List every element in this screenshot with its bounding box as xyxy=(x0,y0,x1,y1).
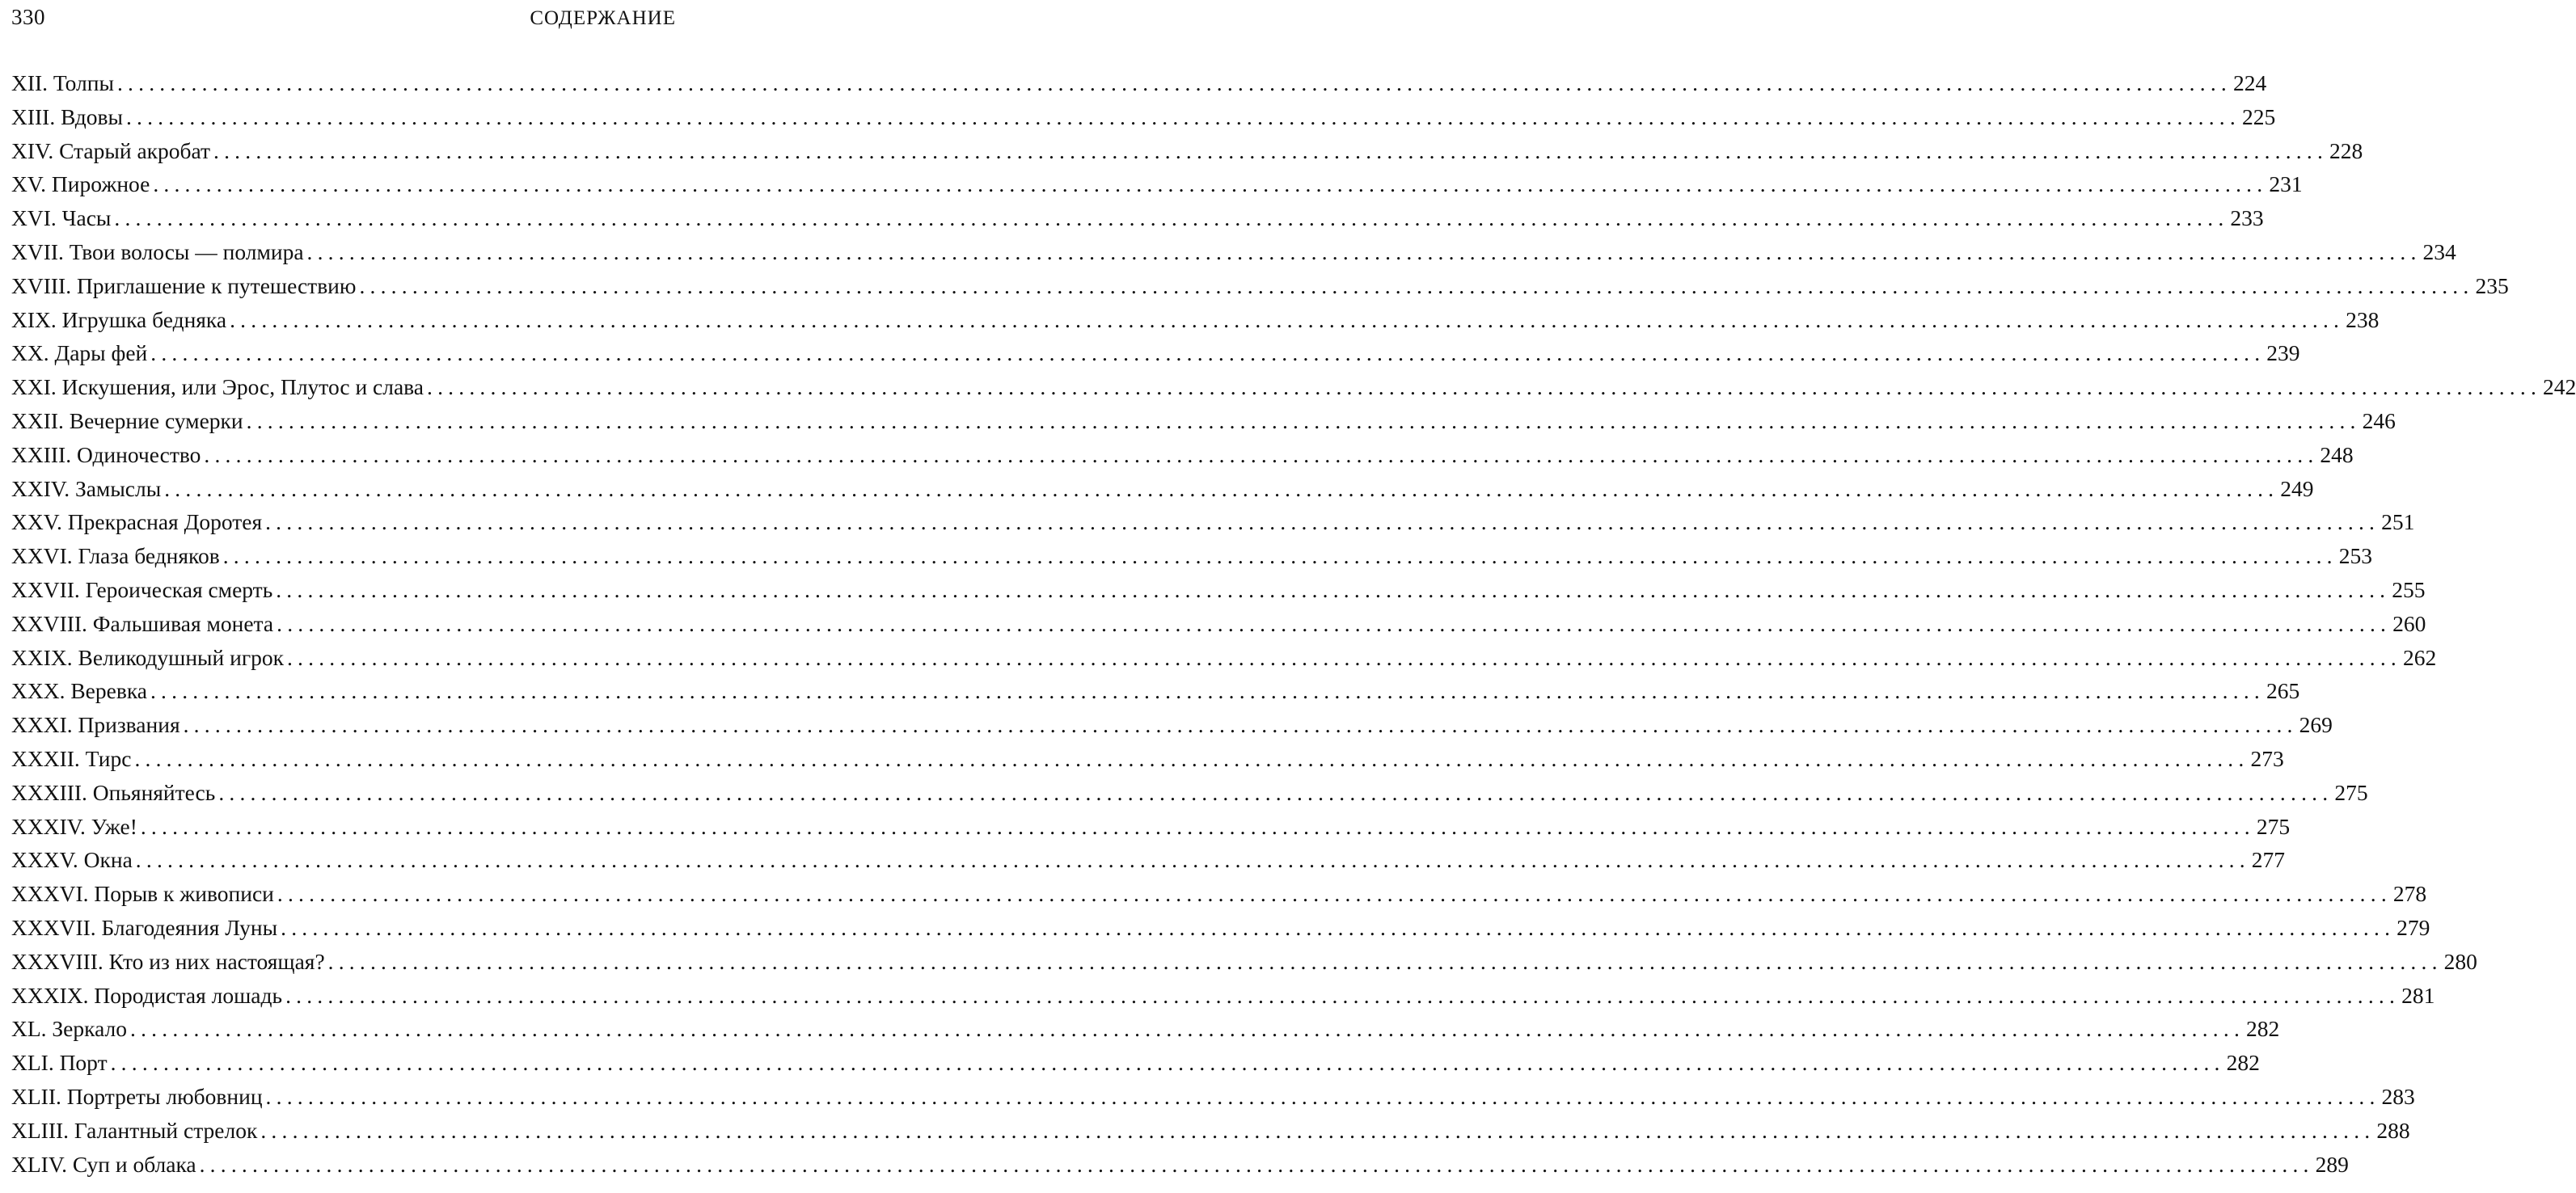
toc-entry xyxy=(11,167,2303,201)
dot-leader: ........................................................................................................................................................................................................ xyxy=(286,644,2401,670)
running-title: СОДЕРЖАНИЕ xyxy=(530,7,676,29)
toc-entry-page: 282 xyxy=(2226,1050,2260,1076)
dot-leader: ........................................................................................................................................................................................................ xyxy=(130,1016,2245,1042)
dot-leader: ........................................................................................................................................................................................................ xyxy=(359,272,2474,298)
toc-entry-title: XL. Зеркало xyxy=(11,1016,128,1042)
dot-leader: ........................................................................................................................................................................................................ xyxy=(140,813,2255,839)
dot-leader: ........................................................................................................................................................................................................ xyxy=(260,1117,2375,1143)
dot-leader: ........................................................................................................................................................................................................ xyxy=(281,914,2396,940)
toc-entry-page: 275 xyxy=(2334,779,2368,805)
dot-leader: ........................................................................................................................................................................................................ xyxy=(246,407,2361,433)
dot-leader: ........................................................................................................................................................................................................ xyxy=(125,103,2240,129)
toc-entry-page: 231 xyxy=(2269,171,2303,197)
toc-entry-page: 246 xyxy=(2362,407,2396,433)
dot-leader: ........................................................................................................................................................................................................ xyxy=(150,340,2266,366)
toc-entry-page: 288 xyxy=(2376,1117,2410,1143)
dot-leader: ........................................................................................................................................................................................................ xyxy=(265,1083,2380,1109)
toc-entry xyxy=(11,1114,2410,1148)
toc-entry-title: XXII. Вечерние сумерки xyxy=(11,407,243,433)
toc-entry-title: XXVI. Глаза бедняков xyxy=(11,543,220,569)
dot-leader: ........................................................................................................................................................................................................ xyxy=(164,475,2279,501)
toc-entry xyxy=(11,776,2368,810)
toc-entry-page: 273 xyxy=(2250,745,2284,771)
toc-entry-title: XIV. Старый акробат xyxy=(11,137,211,163)
toc-entry-title: XIX. Игрушка бедняка xyxy=(11,306,227,332)
dot-leader: ........................................................................................................................................................................................................ xyxy=(150,678,2265,704)
toc-entry xyxy=(11,674,2300,708)
toc-entry-title: XV. Пирожное xyxy=(11,171,150,197)
toc-entry xyxy=(11,945,2477,979)
dot-leader: ........................................................................................................................................................................................................ xyxy=(204,441,2319,467)
toc-entry xyxy=(11,742,2284,776)
toc-entry xyxy=(11,1012,2280,1046)
toc-entry-page: 278 xyxy=(2392,881,2427,907)
toc-entry xyxy=(11,641,2437,675)
dot-leader: ........................................................................................................................................................................................................ xyxy=(135,847,2250,873)
toc-entry-title: XXXVIII. Кто из них настоящая? xyxy=(11,948,325,974)
toc-entry-page: 280 xyxy=(2443,948,2477,974)
toc-entry-title: XVI. Часы xyxy=(11,205,112,231)
toc-entry xyxy=(11,134,2363,168)
dot-leader: ........................................................................................................................................................................................................ xyxy=(277,610,2392,636)
toc-entry xyxy=(11,100,2276,134)
toc-entry-title: XLIV. Суп и облака xyxy=(11,1151,196,1177)
toc-entry-page: 251 xyxy=(2381,509,2415,535)
dot-leader: ........................................................................................................................................................................................................ xyxy=(306,238,2422,264)
toc-entry-title: XXXII. Тирс xyxy=(11,745,132,771)
toc-entry-title: XVIII. Приглашение к путешествию xyxy=(11,272,357,298)
toc-entry-title: XXIX. Великодушный игрок xyxy=(11,644,284,670)
toc-entry xyxy=(11,877,2427,911)
toc-entry xyxy=(11,66,2267,100)
toc-entry-title: XXXV. Окна xyxy=(11,847,133,873)
toc-entry-title: XXXIII. Опьяняйтесь xyxy=(11,779,216,805)
toc-entry-title: XIII. Вдовы xyxy=(11,103,123,129)
toc-entry-page: 281 xyxy=(2401,982,2435,1008)
toc-entry-title: XXXVI. Порыв к живописи xyxy=(11,881,274,907)
toc-entry-page: 248 xyxy=(2320,441,2354,467)
toc-entry-title: XXVII. Героическая смерть xyxy=(11,576,273,602)
toc-entry xyxy=(11,505,2415,539)
toc-entry-title: XLI. Порт xyxy=(11,1050,108,1076)
toc-entry-page: 235 xyxy=(2475,272,2509,298)
toc-entry xyxy=(11,1080,2415,1114)
toc-entry-page: 239 xyxy=(2266,340,2300,366)
toc-entry-page: 253 xyxy=(2338,543,2372,569)
toc-entry-title: XVII. Твои волосы — полмира xyxy=(11,238,304,264)
toc-entry-page: 242 xyxy=(2543,374,2576,400)
toc-entry xyxy=(11,303,2380,337)
toc-entry-title: XXX. Веревка xyxy=(11,678,147,704)
dot-leader: ........................................................................................................................................................................................................ xyxy=(116,70,2232,95)
toc-entry-page: 255 xyxy=(2392,576,2426,602)
toc-entry-page: 283 xyxy=(2381,1083,2415,1109)
dot-leader: ........................................................................................................................................................................................................ xyxy=(285,982,2401,1008)
toc-entry-title: XLIII. Галантный стрелок xyxy=(11,1117,258,1143)
toc-entry xyxy=(11,201,2264,235)
toc-entry xyxy=(11,370,2576,404)
toc-entry-page: 269 xyxy=(2299,712,2333,738)
toc-entry-title: XXXVII. Благодеяния Луны xyxy=(11,914,278,940)
toc-entry-title: XX. Дары фей xyxy=(11,340,148,366)
toc-entry-title: XXXIX. Породистая лошадь xyxy=(11,982,283,1008)
toc-entry-page: 275 xyxy=(2256,813,2291,839)
toc-entry xyxy=(11,438,2354,472)
dot-leader: ........................................................................................................................................................................................................ xyxy=(218,779,2333,805)
toc-entry-page: 289 xyxy=(2315,1151,2349,1177)
toc-entry-title: XXIV. Замыслы xyxy=(11,475,162,501)
toc-entry-page: 233 xyxy=(2230,205,2264,231)
toc-entry-title: XXXI. Призвания xyxy=(11,712,180,738)
dot-leader: ........................................................................................................................................................................................................ xyxy=(114,205,2229,231)
toc-entry-page: 228 xyxy=(2329,137,2363,163)
toc-entry-title: XII. Толпы xyxy=(11,70,114,95)
toc-entry-page: 249 xyxy=(2280,475,2314,501)
dot-leader: ........................................................................................................................................................................................................ xyxy=(277,881,2392,907)
dot-leader: ........................................................................................................................................................................................................ xyxy=(230,306,2345,332)
toc-entry xyxy=(11,336,2300,370)
toc-entry-page: 265 xyxy=(2266,678,2300,704)
toc-entry-title: XXXIV. Уже! xyxy=(11,813,137,839)
toc-entry-page: 238 xyxy=(2346,306,2380,332)
toc-entry xyxy=(11,708,2333,742)
toc-entry xyxy=(11,810,2291,844)
dot-leader: ........................................................................................................................................................................................................ xyxy=(222,543,2337,569)
dot-leader: ........................................................................................................................................................................................................ xyxy=(276,576,2391,602)
toc-entry xyxy=(11,539,2372,573)
dot-leader: ........................................................................................................................................................................................................ xyxy=(134,745,2249,771)
toc-entry-page: 277 xyxy=(2251,847,2286,873)
dot-leader: ........................................................................................................................................................................................................ xyxy=(327,948,2443,974)
toc-entry-title: XLII. Портреты любовниц xyxy=(11,1083,263,1109)
toc-entry xyxy=(11,269,2509,303)
dot-leader: ........................................................................................................................................................................................................ xyxy=(265,509,2380,535)
dot-leader: ........................................................................................................................................................................................................ xyxy=(183,712,2298,738)
toc-entry-title: XXI. Искушения, или Эрос, Плутос и слава xyxy=(11,374,424,400)
toc-entry xyxy=(11,573,2426,607)
toc-entry xyxy=(11,911,2430,945)
toc-entry-title: XXIII. Одиночество xyxy=(11,441,201,467)
toc-entry xyxy=(11,235,2456,269)
dot-leader: ........................................................................................................................................................................................................ xyxy=(427,374,2542,400)
toc-entry-page: 282 xyxy=(2246,1016,2280,1042)
toc-entry xyxy=(11,1046,2260,1080)
toc-entry xyxy=(11,979,2435,1013)
toc-entry-page: 234 xyxy=(2422,238,2456,264)
toc-entry xyxy=(11,843,2286,877)
toc-entry xyxy=(11,1148,2349,1182)
dot-leader: ........................................................................................................................................................................................................ xyxy=(110,1050,2225,1076)
toc-entry xyxy=(11,404,2396,438)
toc-entry-title: XXV. Прекрасная Доротея xyxy=(11,509,263,535)
toc-entry-page: 279 xyxy=(2397,914,2430,940)
toc-entry-page: 262 xyxy=(2402,644,2437,670)
dot-leader: ........................................................................................................................................................................................................ xyxy=(153,171,2268,197)
toc-entry-title: XXVIII. Фальшивая монета xyxy=(11,610,274,636)
dot-leader: ........................................................................................................................................................................................................ xyxy=(213,137,2329,163)
page-number: 330 xyxy=(11,5,45,29)
toc-entry-page: 260 xyxy=(2392,610,2426,636)
toc-entry xyxy=(11,472,2314,506)
toc-entry-page: 224 xyxy=(2232,70,2267,95)
toc-entry xyxy=(11,607,2426,641)
page-header xyxy=(11,5,676,37)
toc-entry-page: 225 xyxy=(2241,103,2276,129)
dot-leader: ........................................................................................................................................................................................................ xyxy=(199,1151,2314,1177)
table-of-contents xyxy=(11,66,2576,1181)
